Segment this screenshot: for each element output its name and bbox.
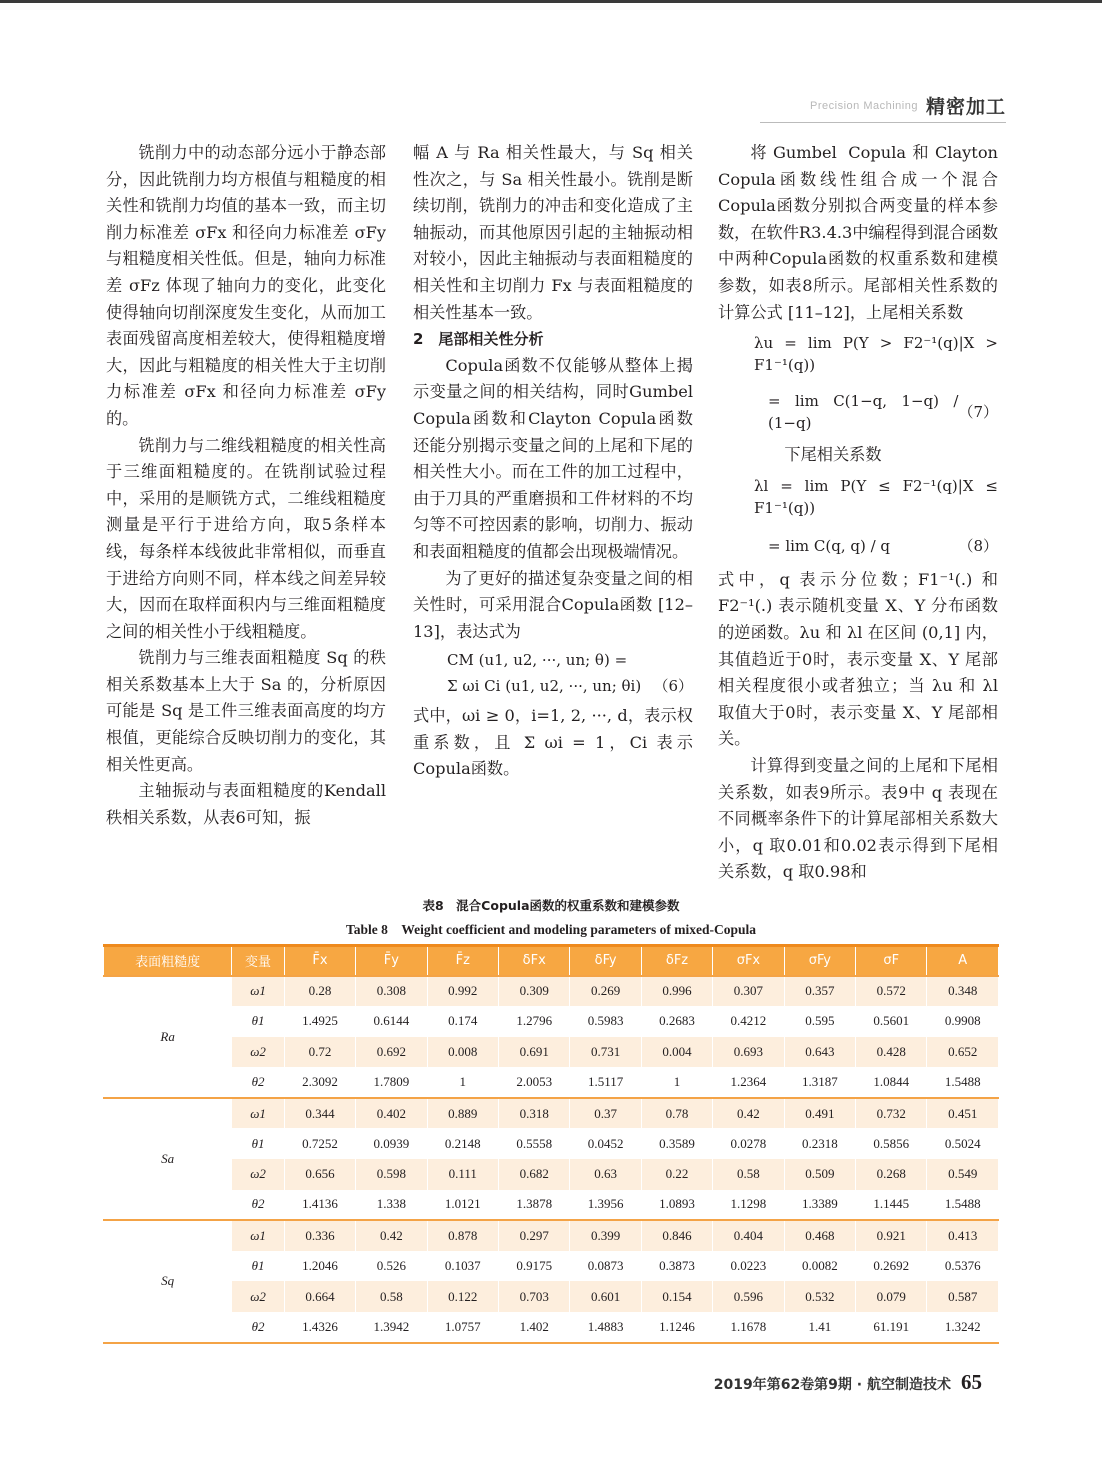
table-row xyxy=(104,1067,999,1098)
table-cell: 1.2364 xyxy=(713,1067,784,1098)
table-cell: 0.357 xyxy=(784,976,855,1007)
table-cell: 0.468 xyxy=(784,1220,855,1251)
table-variable-cell: θ2 xyxy=(232,1190,285,1221)
table-cell: 1.1678 xyxy=(713,1312,784,1343)
table-cell: 0.22 xyxy=(641,1159,712,1190)
col3-paragraph-3: 计算得到变量之间的上尾和下尾相关系数，如表9所示。表9中 q 表现在不同概率条件下的计算尾部相关系数大小，q 取0.01和0.02表示得到下尾相关系数，q 取0.98和 xyxy=(718,755,998,882)
table-cell: 1.3942 xyxy=(356,1312,427,1343)
table-cell: 0.509 xyxy=(784,1159,855,1190)
table-cell: 0.2148 xyxy=(427,1128,498,1159)
col1-paragraph-2: 铣削力与二维线粗糙度的相关性高于三维面粗糙度的。在铣削试验过程中，采用的是顺铣方式，二维线粗糙度测量是平行于进给方向，取5条样本线，每条样本线彼此非常相似，而垂直于进给方向则不同，样本线之间差异较大，因而在取样面积内与三维面粗糙度之间的相关性小于线粗糙度。 xyxy=(106,435,386,641)
table-variable-cell: ω2 xyxy=(232,1281,285,1312)
table-cell: 1.3878 xyxy=(499,1190,570,1221)
table-cell: 1.0893 xyxy=(641,1190,712,1221)
table-cell: 1.1445 xyxy=(856,1190,927,1221)
table-cell: 0.3873 xyxy=(641,1251,712,1282)
table-header-cell: 变量 xyxy=(232,946,285,976)
table-cell: 0.0873 xyxy=(570,1251,641,1282)
equation-7-line-1: λu = lim P(Y > F2⁻¹(q)|X > F1⁻¹(q)) xyxy=(754,334,998,375)
table-cell: 0.309 xyxy=(499,976,570,1007)
table-cell: 0.269 xyxy=(570,976,641,1007)
col1-paragraph-4: 主轴振动与表面粗糙度的Kendall秩相关系数，从表6可知，振 xyxy=(106,781,386,827)
table-row xyxy=(104,1281,999,1312)
table-cell: 1.0844 xyxy=(856,1067,927,1098)
table-cell: 0.72 xyxy=(284,1037,355,1068)
table-body xyxy=(104,976,999,1343)
table-cell: 0.58 xyxy=(356,1281,427,1312)
table-variable-cell: θ2 xyxy=(232,1067,285,1098)
table-cell: 0.7252 xyxy=(284,1128,355,1159)
table-cell: 0.532 xyxy=(784,1281,855,1312)
table-cell: 1.338 xyxy=(356,1190,427,1221)
col2-paragraph-4: 式中，ωi ≥ 0，i=1, 2, ···, d，表示权重系数，且 Σ ωi = 1，Ci 表示Copula函数。 xyxy=(413,706,693,779)
table-cell: 0.921 xyxy=(856,1220,927,1251)
equation-6-line-2: Σ ωi Ci (u1, u2, ···, un; θi) xyxy=(447,677,642,696)
table-cell: 0.5024 xyxy=(927,1128,999,1159)
table-row xyxy=(104,1098,999,1129)
table-cell: 0.37 xyxy=(570,1098,641,1129)
table-variable-cell: θ2 xyxy=(232,1312,285,1343)
table-cell: 0.413 xyxy=(927,1220,999,1251)
table-cell: 1.5117 xyxy=(570,1067,641,1098)
table-cell: 0.731 xyxy=(570,1037,641,1068)
table-cell: 0.491 xyxy=(784,1098,855,1129)
table-header-cell: F̄x xyxy=(284,946,355,976)
table-cell: 0.656 xyxy=(284,1159,355,1190)
table-cell: 0.154 xyxy=(641,1281,712,1312)
table-header-row xyxy=(104,946,999,976)
table-cell: 0.587 xyxy=(927,1281,999,1312)
table-header-cell: δFy xyxy=(570,946,641,976)
table-cell: 0.0278 xyxy=(713,1128,784,1159)
table-cell: 1.0757 xyxy=(427,1312,498,1343)
table-cell: 1.4883 xyxy=(570,1312,641,1343)
table-cell: 0.004 xyxy=(641,1037,712,1068)
table-cell: 0.595 xyxy=(784,1006,855,1037)
table-cell: 1.1246 xyxy=(641,1312,712,1343)
table-cell: 2.0053 xyxy=(499,1067,570,1098)
equation-6-number: （6） xyxy=(653,677,693,696)
table-cell: 0.846 xyxy=(641,1220,712,1251)
table-cell: 1.7809 xyxy=(356,1067,427,1098)
table-variable-cell: θ1 xyxy=(232,1006,285,1037)
equation-8-number: （8） xyxy=(958,536,998,555)
table-cell: 0.63 xyxy=(570,1159,641,1190)
equation-7 xyxy=(718,390,998,434)
table-group-cell: Sa xyxy=(104,1098,232,1220)
table-cell: 0.992 xyxy=(427,976,498,1007)
table-cell: 0.526 xyxy=(356,1251,427,1282)
column-1 xyxy=(106,140,386,831)
col3-paragraph-2: 式中，q 表示分位数；F1⁻¹(.) 和 F2⁻¹(.) 表示随机变量 X、Y 分布函数的逆函数。λu 和 λl 在区间 (0,1] 内，其值趋近于0时，表示变量 X、Y 尾部相关程度很小或者独立；当 λu 和 λl 取值大于0时，表示变量 X、Y 尾部相关。 xyxy=(718,569,998,749)
table-cell: 0.428 xyxy=(856,1037,927,1068)
lower-tail-label: 下尾相关系数 xyxy=(784,445,882,465)
table-cell: 0.996 xyxy=(641,976,712,1007)
table-cell: 0.3589 xyxy=(641,1128,712,1159)
table-cell: 0.111 xyxy=(427,1159,498,1190)
table-variable-cell: ω2 xyxy=(232,1159,285,1190)
table-cell: 0.732 xyxy=(856,1098,927,1129)
table-cell: 0.399 xyxy=(570,1220,641,1251)
table-cell: 0.652 xyxy=(927,1037,999,1068)
table-group-cell: Sq xyxy=(104,1220,232,1342)
section-heading: 2 尾部相关性分析 xyxy=(413,330,544,349)
header-english: Precision Machining xyxy=(810,99,918,112)
table-cell: 1.0121 xyxy=(427,1190,498,1221)
table-caption-chinese: 表8 混合Copula函数的权重系数和建模参数 xyxy=(422,898,680,913)
table-cell: 0.4212 xyxy=(713,1006,784,1037)
table-8 xyxy=(103,944,999,1344)
table-cell: 0.2318 xyxy=(784,1128,855,1159)
table-header-cell: A xyxy=(927,946,999,976)
table-cell: 1.41 xyxy=(784,1312,855,1343)
table-cell: 0.42 xyxy=(356,1220,427,1251)
table-cell: 0.598 xyxy=(356,1159,427,1190)
equation-8-line-1: λl = lim P(Y ≤ F2⁻¹(q)|X ≤ F1⁻¹(q)) xyxy=(754,476,998,517)
table-cell: 0.318 xyxy=(499,1098,570,1129)
table-group-cell: Ra xyxy=(104,976,232,1098)
header-rule xyxy=(760,122,1006,123)
table-cell: 2.3092 xyxy=(284,1067,355,1098)
column-2 xyxy=(413,140,693,783)
table-cell: 0.1037 xyxy=(427,1251,498,1282)
table-row xyxy=(104,1159,999,1190)
col2-paragraph-1: 幅 A 与 Ra 相关性最大，与 Sq 相关性次之，与 Sa 相关性最小。铣削是断续切削，铣削力的冲击和变化造成了主轴振动，而其他原因引起的主轴振动相对较小，因此主轴振动与表面粗糙度的相关性和主切削力 Fx 与表面粗糙度的相关性基本一致。 xyxy=(413,143,693,322)
running-header xyxy=(810,92,1006,119)
table-cell: 0.692 xyxy=(356,1037,427,1068)
table-cell: 0.008 xyxy=(427,1037,498,1068)
table-cell: 0.079 xyxy=(856,1281,927,1312)
table-cell: 0.693 xyxy=(713,1037,784,1068)
table-header-cell: 表面粗糙度 xyxy=(104,946,232,976)
equation-8-line-2: = lim C(q, q) / q xyxy=(768,536,891,555)
table-cell: 0.344 xyxy=(284,1098,355,1129)
table-caption-english: Table 8 Weight coefficient and modeling parameters of mixed-Copula xyxy=(345,922,757,937)
equation-6-line-1: CM (u1, u2, ···, un; θ) = xyxy=(447,651,628,670)
table-cell: 0.643 xyxy=(784,1037,855,1068)
table-cell: 0.9908 xyxy=(927,1006,999,1037)
table-cell: 0.174 xyxy=(427,1006,498,1037)
table-cell: 1.2796 xyxy=(499,1006,570,1037)
equation-8 xyxy=(718,535,998,557)
table-cell: 0.9175 xyxy=(499,1251,570,1282)
table-cell: 0.682 xyxy=(499,1159,570,1190)
table-variable-cell: θ1 xyxy=(232,1128,285,1159)
table-cell: 1.4925 xyxy=(284,1006,355,1037)
table-header-cell: F̄y xyxy=(356,946,427,976)
table-cell: 1.3242 xyxy=(927,1312,999,1343)
table-cell: 0.664 xyxy=(284,1281,355,1312)
col1-paragraph-1: 铣削力中的动态部分远小于静态部分，因此铣削力均方根值与粗糙度的相关性和铣削力均值的基本一致，而主切削力标准差 σFx 和径向力标准差 σFy 与粗糙度相关性低。但是，轴向力标准差 σFz 体现了轴向力的变化，此变化使得轴向切削深度发生变化，从而加工表面残留高度相差较大，使得粗糙度增大，因此与粗糙度的相关性大于主切削力标准差 σFx 和径向力标准差 σFy 的。 xyxy=(106,143,386,428)
table-cell: 0.0082 xyxy=(784,1251,855,1282)
table-row xyxy=(104,976,999,1007)
table-header-cell: σFx xyxy=(713,946,784,976)
table-header-cell: δFx xyxy=(499,946,570,976)
table-cell: 0.122 xyxy=(427,1281,498,1312)
table-cell: 0.703 xyxy=(499,1281,570,1312)
table-cell: 0.601 xyxy=(570,1281,641,1312)
table-cell: 0.297 xyxy=(499,1220,570,1251)
table-row xyxy=(104,1220,999,1251)
table-cell: 0.336 xyxy=(284,1220,355,1251)
table-row xyxy=(104,1190,999,1221)
table-cell: 0.6144 xyxy=(356,1006,427,1037)
table-cell: 0.572 xyxy=(856,976,927,1007)
table-cell: 1.402 xyxy=(499,1312,570,1343)
equation-7-line-2: = lim C(1−q, 1−q) / (1−q) xyxy=(768,392,959,433)
table-cell: 0.0223 xyxy=(713,1251,784,1282)
table-cell: 0.42 xyxy=(713,1098,784,1129)
table-cell: 1.4136 xyxy=(284,1190,355,1221)
table-row xyxy=(104,1006,999,1037)
header-chinese: 精密加工 xyxy=(925,96,1006,118)
table-cell: 0.308 xyxy=(356,976,427,1007)
table-cell: 0.307 xyxy=(713,976,784,1007)
col2-paragraph-3: 为了更好的描述复杂变量之间的相关性时，可采用混合Copula函数 [12–13]，表达式为 xyxy=(413,568,693,641)
table-variable-cell: θ1 xyxy=(232,1251,285,1282)
equation-6 xyxy=(413,675,693,697)
table-header-cell: δFz xyxy=(641,946,712,976)
table-cell: 0.28 xyxy=(284,976,355,1007)
equation-7-number: （7） xyxy=(958,403,998,422)
table-variable-cell: ω2 xyxy=(232,1037,285,1068)
table-cell: 0.5558 xyxy=(499,1128,570,1159)
table-header-cell: F̄z xyxy=(427,946,498,976)
table-variable-cell: ω1 xyxy=(232,1220,285,1251)
table-cell: 0.596 xyxy=(713,1281,784,1312)
table-cell: 1.3187 xyxy=(784,1067,855,1098)
table-cell: 0.0452 xyxy=(570,1128,641,1159)
table-cell: 0.5601 xyxy=(856,1006,927,1037)
page-footer xyxy=(714,1370,982,1395)
col2-paragraph-2: Copula函数不仅能够从整体上揭示变量之间的相关结构，同时Gumbel Copula函数和Clayton Copula函数还能分别揭示变量之间的上尾和下尾的相关性大小。而在工件的加工过程中，由于刀具的严重磨损和工件材料的不均匀等不可控因素的影响，切削力、振动和表面粗糙度的值都会出现极端情况。 xyxy=(413,355,693,561)
table-row xyxy=(104,1037,999,1068)
journal-info: 2019年第62卷第9期 · 航空制造技术 xyxy=(713,1377,951,1393)
table-cell: 0.5856 xyxy=(856,1128,927,1159)
table-cell: 1.3389 xyxy=(784,1190,855,1221)
table-cell: 0.348 xyxy=(927,976,999,1007)
table-cell: 0.451 xyxy=(927,1098,999,1129)
table-cell: 0.2692 xyxy=(856,1251,927,1282)
table-row xyxy=(104,1128,999,1159)
table-cell: 1.5488 xyxy=(927,1067,999,1098)
table-cell: 0.402 xyxy=(356,1098,427,1129)
column-3 xyxy=(718,140,998,886)
page-number: 65 xyxy=(961,1370,982,1394)
table-cell: 1.5488 xyxy=(927,1190,999,1221)
col1-paragraph-3: 铣削力与三维表面粗糙度 Sq 的秩相关系数基本上大于 Sa 的，分析原因可能是 Sq 是工件三维表面高度的均方根值，更能综合反映切削力的变化，其相关性更高。 xyxy=(106,648,386,774)
table-cell: 0.268 xyxy=(856,1159,927,1190)
table-variable-cell: ω1 xyxy=(232,1098,285,1129)
table-cell: 0.78 xyxy=(641,1098,712,1129)
table-cell: 1 xyxy=(427,1067,498,1098)
table-cell: 1.4326 xyxy=(284,1312,355,1343)
table-cell: 1.3956 xyxy=(570,1190,641,1221)
top-rule xyxy=(0,0,1102,3)
table-cell: 0.2683 xyxy=(641,1006,712,1037)
table-cell: 0.0939 xyxy=(356,1128,427,1159)
table-cell: 0.878 xyxy=(427,1220,498,1251)
table-cell: 61.191 xyxy=(856,1312,927,1343)
table-cell: 0.5376 xyxy=(927,1251,999,1282)
table-variable-cell: ω1 xyxy=(232,976,285,1007)
table-cell: 0.5983 xyxy=(570,1006,641,1037)
table-header-cell: σFy xyxy=(784,946,855,976)
table-cell: 1.1298 xyxy=(713,1190,784,1221)
table-cell: 1.2046 xyxy=(284,1251,355,1282)
table-cell: 0.691 xyxy=(499,1037,570,1068)
table-cell: 0.889 xyxy=(427,1098,498,1129)
col3-paragraph-1: 将Gumbel Copula和Clayton Copula函数线性组合成一个混合Copula函数分别拟合两变量的样本参数，在软件R3.4.3中编程得到混合函数中两种Copula函数的权重系数和建模参数，如表8所示。尾部相关性系数的计算公式 [11–12]，上尾相关系数 xyxy=(718,143,998,322)
table-cell: 0.58 xyxy=(713,1159,784,1190)
table-cell: 0.404 xyxy=(713,1220,784,1251)
table-row xyxy=(104,1312,999,1343)
table-cell: 1 xyxy=(641,1067,712,1098)
table-cell: 0.549 xyxy=(927,1159,999,1190)
table-header-cell: σF xyxy=(856,946,927,976)
table-row xyxy=(104,1251,999,1282)
